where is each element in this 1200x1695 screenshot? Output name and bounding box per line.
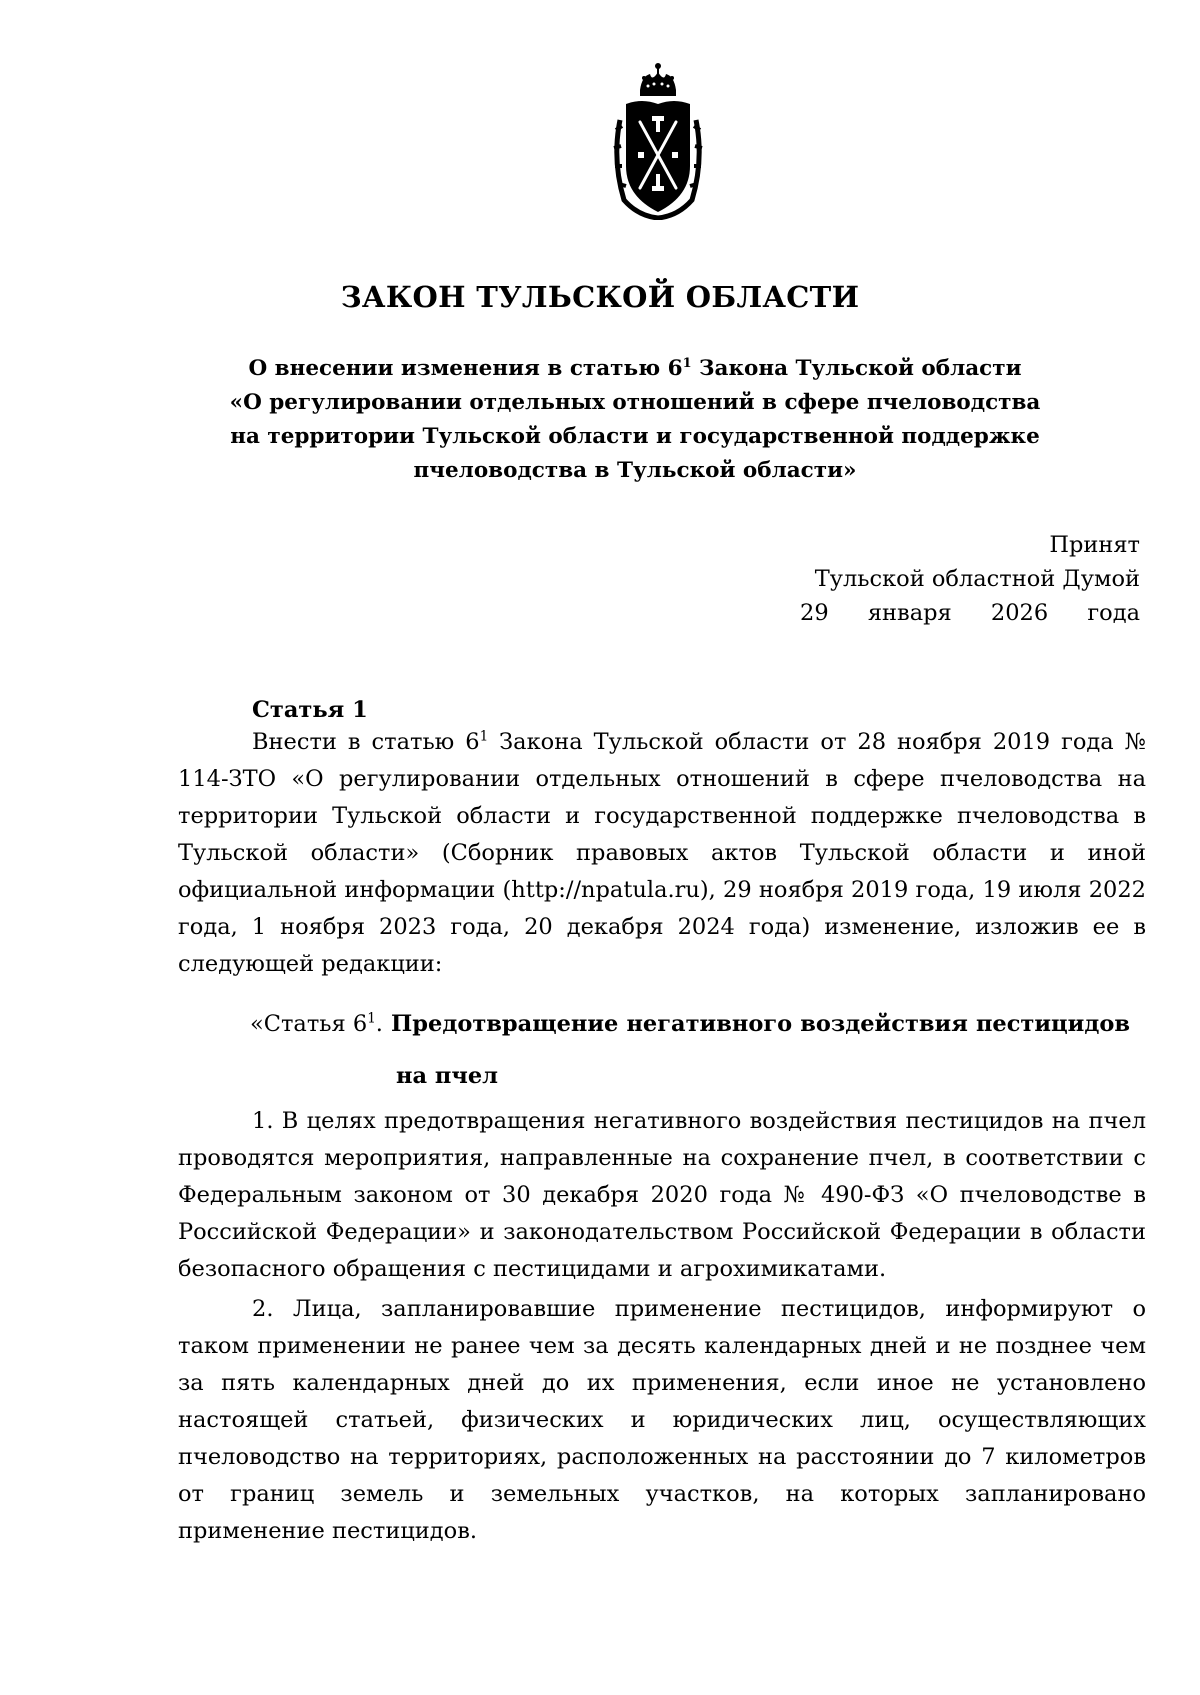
heading-word: Предотвращение	[391, 1011, 619, 1037]
new-article-heading	[250, 998, 1130, 1102]
adoption-block	[800, 528, 1140, 630]
point-1: 1. В целях предотвращения негативного воздействия пестицидов на пчел проводятся мероприятия, направленные на сохранение пчел, в соответствии с Федеральным законом от 30 декабря 2020 года № 490-ФЗ «О пчеловодстве в Российской Федерации» и законодательством Российской Федерации в области безопасного обращения с пестицидами и агрохимикатами.	[178, 1108, 1146, 1282]
adoption-month: января	[867, 600, 952, 626]
heading-word: воздействия	[800, 1011, 968, 1037]
adoption-day: 29	[800, 600, 829, 626]
coat-of-arms-icon	[602, 60, 714, 220]
adoption-year: 2026	[990, 600, 1049, 626]
new-article-heading-line-1	[250, 998, 1130, 1050]
adopted-label: Принят	[1049, 532, 1140, 558]
article-1-paragraph: Внести в статью $6^1$ Закона Тульской области от 28 ноября 2019 года № 114-ЗТО «О регулировании отдельных отношений в сфере пчеловодства на территории Тульской области и государственной поддержке пчеловодства в Тульской области» (Сборник правовых актов Тульской области и иной официальной информации (http://npatula.ru), 29 ноября 2019 года, 19 июля 2022 года, 1 ноября 2023 года, 20 декабря 2024 года) изменение, изложив ее в следующей редакции:	[178, 728, 1146, 977]
adoption-date	[800, 596, 1140, 630]
subtitle-line-2: «О регулировании отдельных отношений в сфере пчеловодства	[229, 390, 1041, 415]
point-2: 2. Лица, запланировавшие применение пестицидов, информируют о таком применении не ранее чем за десять календарных дней и не позднее чем за пять календарных дней до их применения, если иное не установлено настоящей статьей, физических и юридических лиц, осуществляющих пчеловодство на территориях, расположенных на расстоянии до 7 километров от границ земель и земельных участков, на которых запланировано применение пестицидов.	[178, 1296, 1146, 1544]
law-title: ЗАКОН ТУЛЬСКОЙ ОБЛАСТИ	[340, 280, 860, 314]
subtitle-line-1: О внесении изменения в статью $6^1$ Закона Тульской области	[248, 355, 1022, 381]
new-article-points	[178, 1103, 1146, 1553]
heading-word: негативного	[626, 1011, 793, 1037]
new-article-heading-line-2: на пчел	[396, 1063, 498, 1089]
article-1-label: Статья 1	[252, 697, 368, 723]
subtitle-line-3: на территории Тульской области и государственной поддержке	[230, 424, 1040, 449]
subtitle-line-4: пчеловодства в Тульской области»	[413, 458, 857, 483]
adopted-by: Тульской областной Думой	[814, 566, 1140, 592]
law-subtitle	[200, 352, 1070, 488]
heading-word: пестицидов	[975, 1011, 1130, 1037]
article-1-text	[178, 724, 1146, 983]
new-article-number: «Статья $6^1$.	[250, 1010, 383, 1037]
adoption-year-word: года	[1087, 600, 1140, 626]
